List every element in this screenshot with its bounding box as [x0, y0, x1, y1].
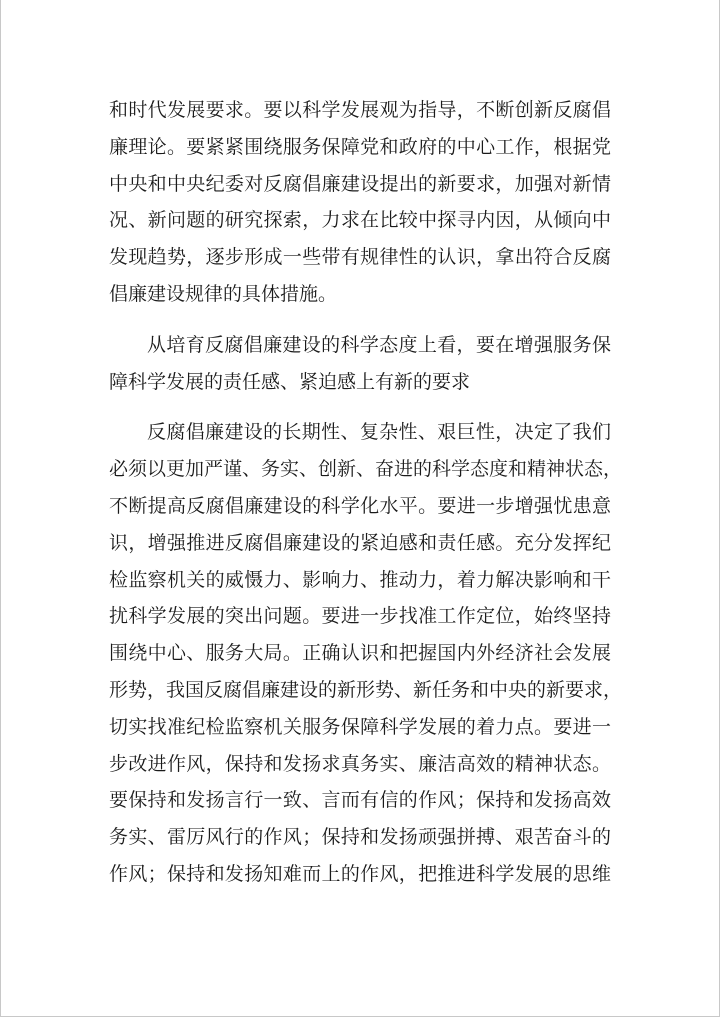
text-line: 必须以更加严谨、务实、创新、奋进的科学态度和精神状态，	[109, 458, 623, 481]
text-line: 作风；保持和发扬知难而上的作风，把推进科学发展的思维	[109, 862, 611, 885]
paragraph-1	[109, 92, 611, 313]
text-line: 和时代发展要求。要以科学发展观为指导，不断创新反腐倡	[109, 99, 611, 121]
text-line: 扰科学发展的突出问题。要进一步找准工作定位，始终坚持	[109, 605, 611, 628]
text-line: 反腐倡廉建设的长期性、复杂性、艰巨性，决定了我们	[147, 421, 611, 444]
text-line: 发现趋势，逐步形成一些带有规律性的认识，拿出符合反腐	[109, 246, 611, 269]
text-line: 从培育反腐倡廉建设的科学态度上看，要在增强服务保	[147, 333, 611, 356]
text-line: 要保持和发扬言行一致、言而有信的作风；保持和发扬高效	[109, 789, 611, 812]
paragraph-2	[109, 327, 611, 401]
text-line: 切实找准纪检监察机关服务保障科学发展的着力点。要进一	[109, 715, 611, 738]
text-line: 障科学发展的责任感、紧迫感上有新的要求	[109, 370, 471, 393]
text-line: 不断提高反腐倡廉建设的科学化水平。要进一步增强忧患意	[109, 494, 611, 517]
paragraph-3	[109, 414, 623, 892]
text-line: 围绕中心、服务大局。正确认识和把握国内外经济社会发展	[109, 642, 611, 665]
document-body	[109, 92, 623, 893]
text-line: 步改进作风，保持和发扬求真务实、廉洁高效的精神状态。	[109, 752, 611, 775]
text-line: 务实、雷厉风行的作风；保持和发扬顽强拼搏、艰苦奋斗的	[109, 826, 611, 849]
text-line: 中央和中央纪委对反腐倡廉建设提出的新要求，加强对新情	[109, 172, 611, 195]
text-line: 检监察机关的威慑力、影响力、推动力，着力解决影响和干	[109, 568, 611, 591]
text-line: 况、新问题的研究探索，力求在比较中探寻内因，从倾向中	[109, 209, 611, 232]
text-line: 廉理论。要紧紧围绕服务保障党和政府的中心工作，根据党	[109, 135, 611, 158]
text-line: 识，增强推进反腐倡廉建设的紧迫感和责任感。充分发挥纪	[109, 531, 611, 554]
text-line: 倡廉建设规律的具体措施。	[109, 282, 338, 305]
text-line: 形势，我国反腐倡廉建设的新形势、新任务和中央的新要求，	[109, 678, 623, 701]
